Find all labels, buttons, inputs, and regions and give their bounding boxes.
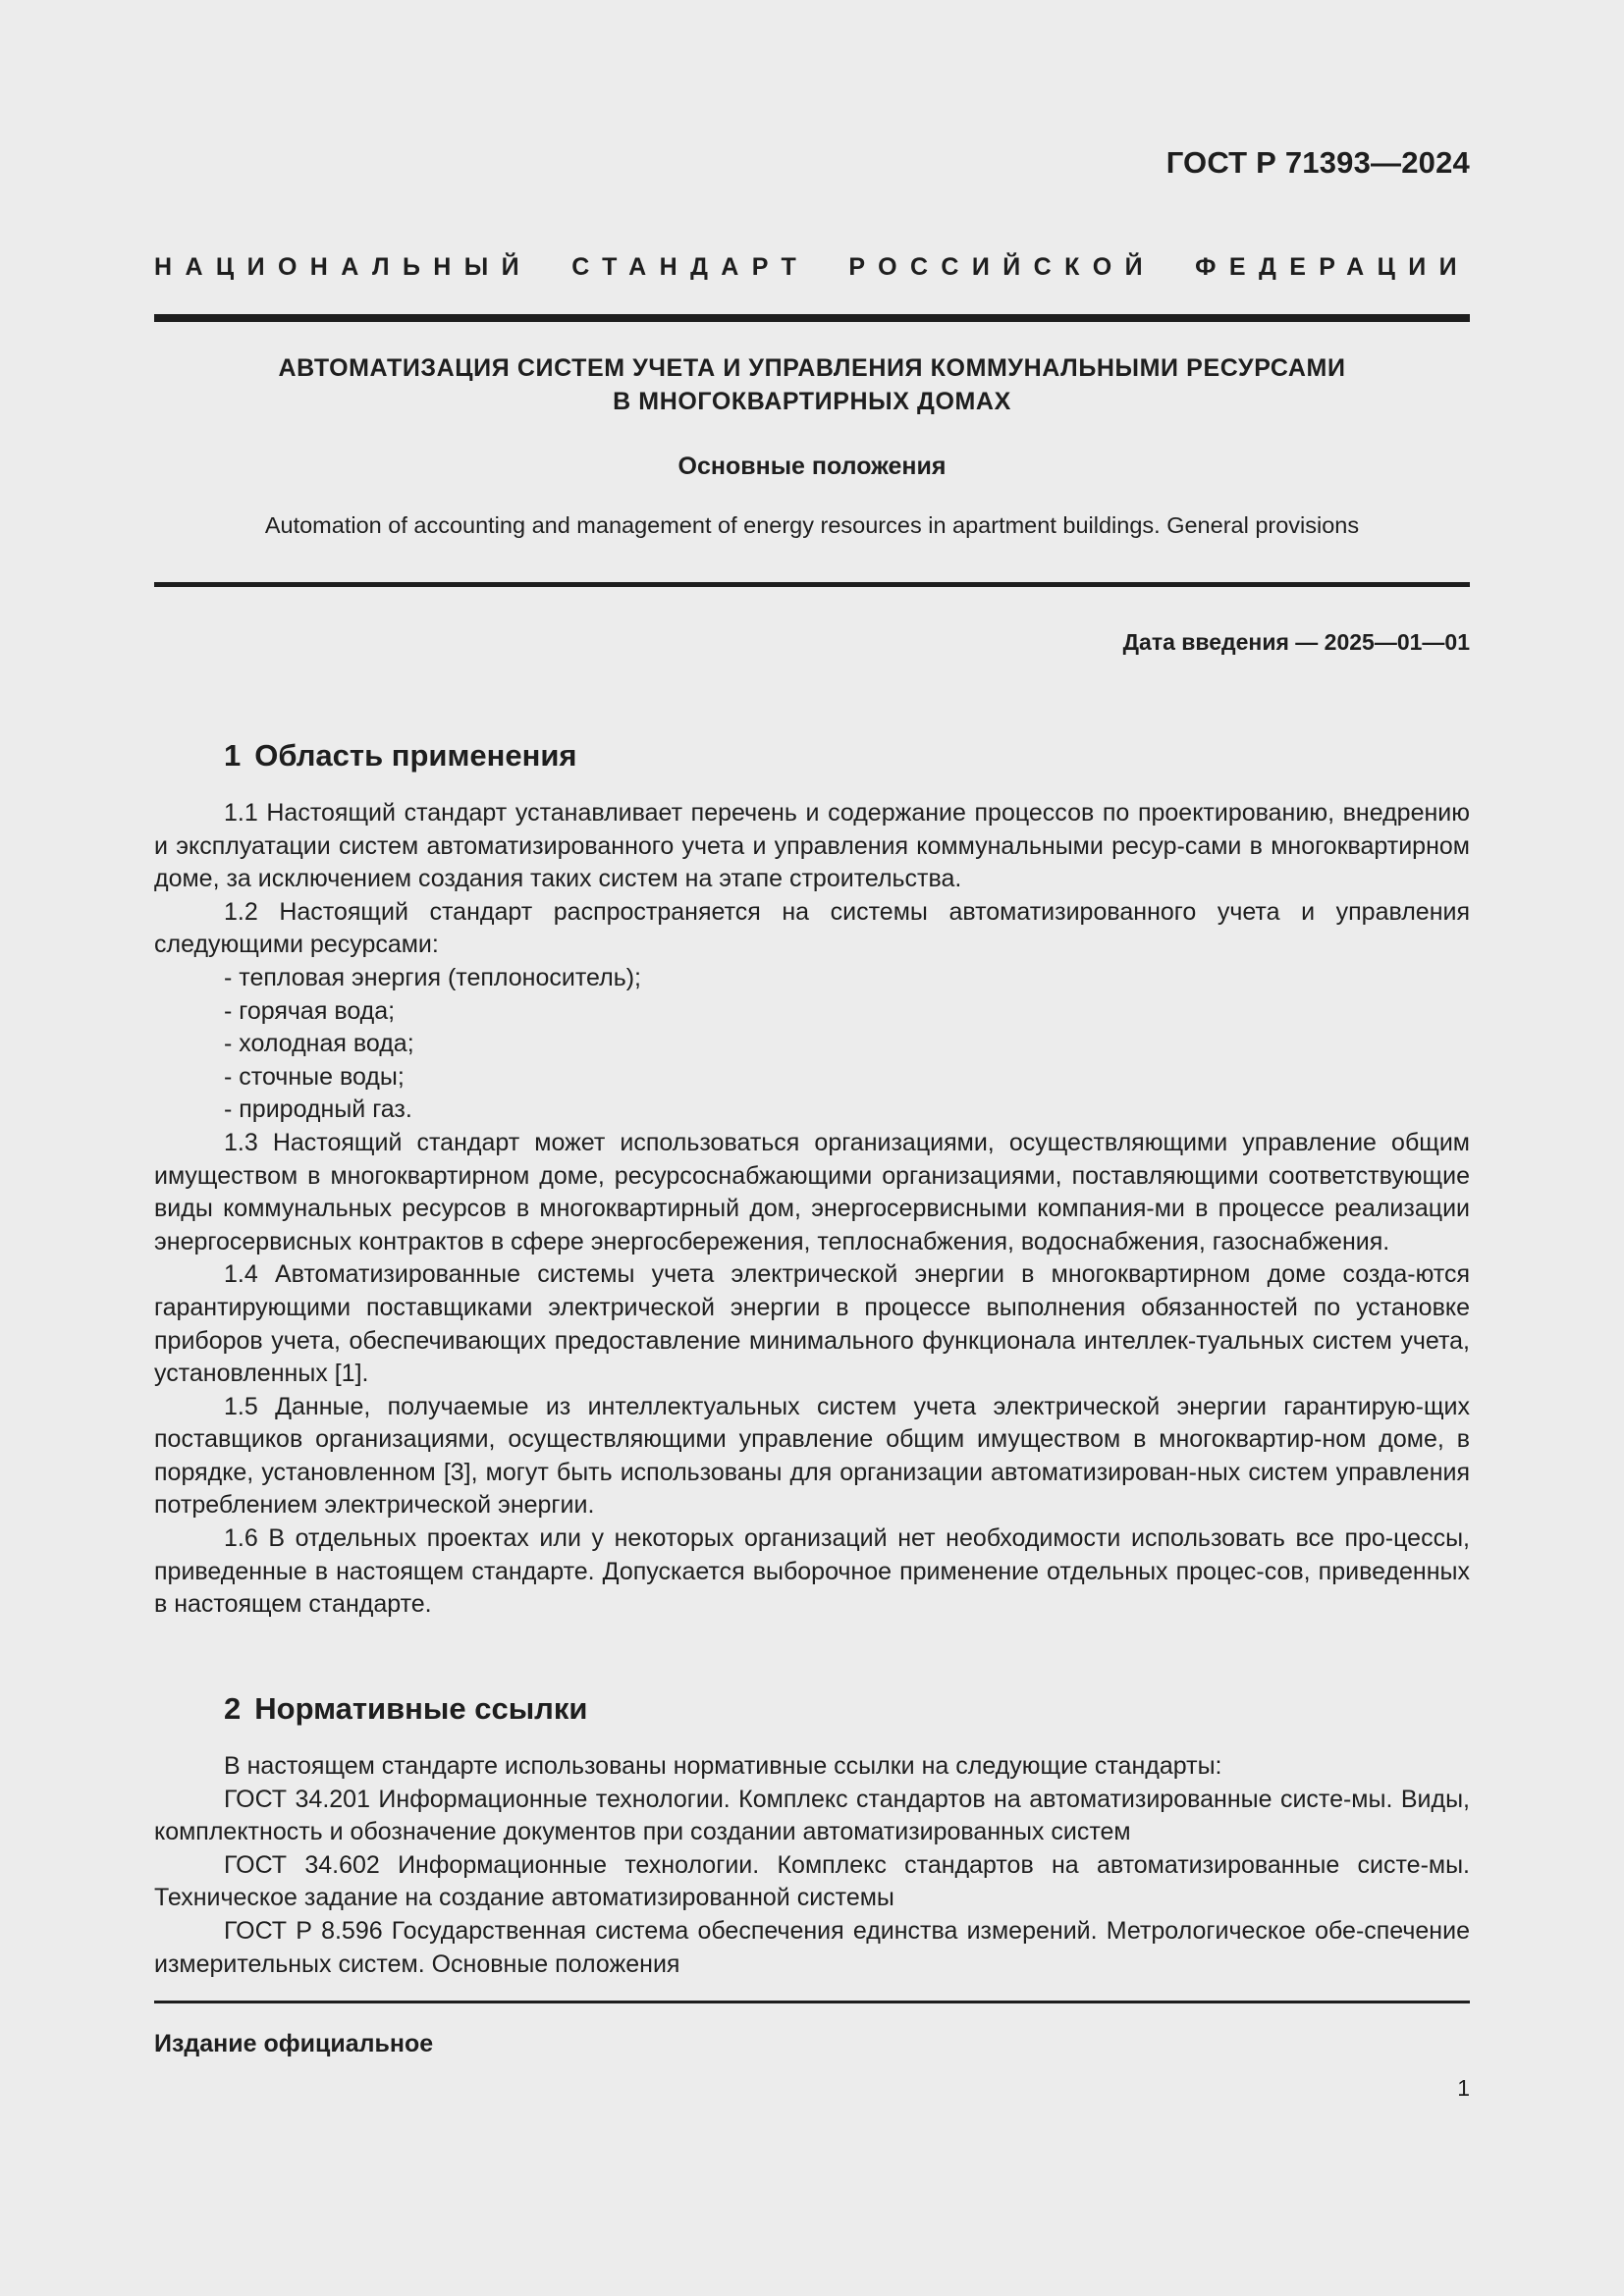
reference-item: ГОСТ Р 8.596 Государственная система обеспечения единства измерений. Метрологическое обе-спечение измерительных систем. Основные положения (154, 1916, 1470, 1978)
document-number: ГОСТ Р 71393—2024 (1165, 145, 1470, 180)
paragraph-1-5: 1.5 Данные, получаемые из интеллектуальных систем учета электрической энергии гарантирую-щих поставщиков организациями, осуществляющими управление общим имуществом в многоквартир-ном доме, в порядке, установленном [3], могут быть использованы для организации автоматизирован-ных систем управления потреблением электрической энергии. (154, 1392, 1470, 1520)
section-2-number: 2 (224, 1691, 242, 1726)
national-standard-banner: НАЦИОНАЛЬНЫЙ СТАНДАРТ РОССИЙСКОЙ ФЕДЕРАЦИИ (154, 253, 1470, 281)
paragraph-1-2: 1.2 Настоящий стандарт распространяется на системы автоматизированного учета и управления следующими ресурсами: (154, 897, 1470, 959)
document-title (154, 351, 1470, 418)
list-item: - тепловая энергия (теплоноситель); (224, 963, 641, 991)
list-item: - природный газ. (224, 1095, 412, 1124)
section-2-title: Нормативные ссылки (254, 1691, 588, 1726)
title-rule (154, 582, 1470, 587)
paragraph-1-3: 1.3 Настоящий стандарт может использоваться организациями, осуществляющими управление общим имуществом в многоквартирном доме, ресурсоснабжающими организациями, поставляющими соответствующие виды коммунальных ресурсов в многоквартирный дом, энергосервисными компания-ми в процессе реализации энергосервисных контрактов в сфере энергосбережения, теплоснабжения, водоснабжения, газоснабжения. (154, 1128, 1470, 1255)
paragraph-1-1: 1.1 Настоящий стандарт устанавливает перечень и содержание процессов по проектированию, внедрению и эксплуатации систем автоматизированного учета и управления коммунальными ресур-сами в многоквартирном доме, за исключением создания таких систем на этапе строительства. (154, 799, 1470, 893)
section-1-title: Область применения (254, 738, 577, 773)
official-edition-label: Издание официальное (154, 2030, 434, 2057)
reference-item: ГОСТ 34.602 Информационные технологии. Комплекс стандартов на автоматизированные систе-мы. Техническое задание на создание автоматизированной системы (154, 1850, 1470, 1912)
section-2-heading (224, 1691, 587, 1727)
document-subtitle: Основные положения (677, 453, 947, 480)
page-number: 1 (1457, 2075, 1470, 2101)
references-intro: В настоящем стандарте использованы нормативные ссылки на следующие стандарты: (224, 1752, 1222, 1780)
footer-rule (154, 2001, 1470, 2003)
reference-item: ГОСТ 34.201 Информационные технологии. Комплекс стандартов на автоматизированные систе-мы. Виды, комплектность и обозначение документов при создании автоматизированных систем (154, 1785, 1470, 1846)
title-line-1: АВТОМАТИЗАЦИЯ СИСТЕМ УЧЕТА И УПРАВЛЕНИЯ КОММУНАЛЬНЫМИ РЕСУРСАМИ (278, 354, 1346, 382)
list-item: - горячая вода; (224, 996, 396, 1025)
section-1-body (154, 797, 1470, 1622)
english-title: Automation of accounting and management of energy resources in apartment buildings. General provisions (264, 512, 1360, 538)
title-line-2: В МНОГОКВАРТИРНЫХ ДОМАХ (613, 388, 1011, 415)
section-1-heading (224, 738, 577, 774)
header-rule (154, 314, 1470, 322)
list-item: - сточные воды; (224, 1062, 405, 1091)
section-1-number: 1 (224, 738, 242, 773)
section-2-body (154, 1750, 1470, 1981)
introduction-date: Дата введения — 2025—01—01 (1122, 629, 1470, 655)
paragraph-1-6: 1.6 В отдельных проектах или у некоторых организаций нет необходимости использовать все про-цессы, приведенные в настоящем стандарте. Допускается выборочное применение отдельных процес-сов, приведенных в настоящем стандарте. (154, 1524, 1470, 1619)
paragraph-1-4: 1.4 Автоматизированные системы учета электрической энергии в многоквартирном доме созда-ются гарантирующими поставщиками электрической энергии в процессе выполнения обязанностей по установке приборов учета, обеспечивающих предоставление минимального функционала интеллек-туальных систем учета, установленных [1]. (154, 1260, 1470, 1388)
list-item: - холодная вода; (224, 1030, 414, 1058)
